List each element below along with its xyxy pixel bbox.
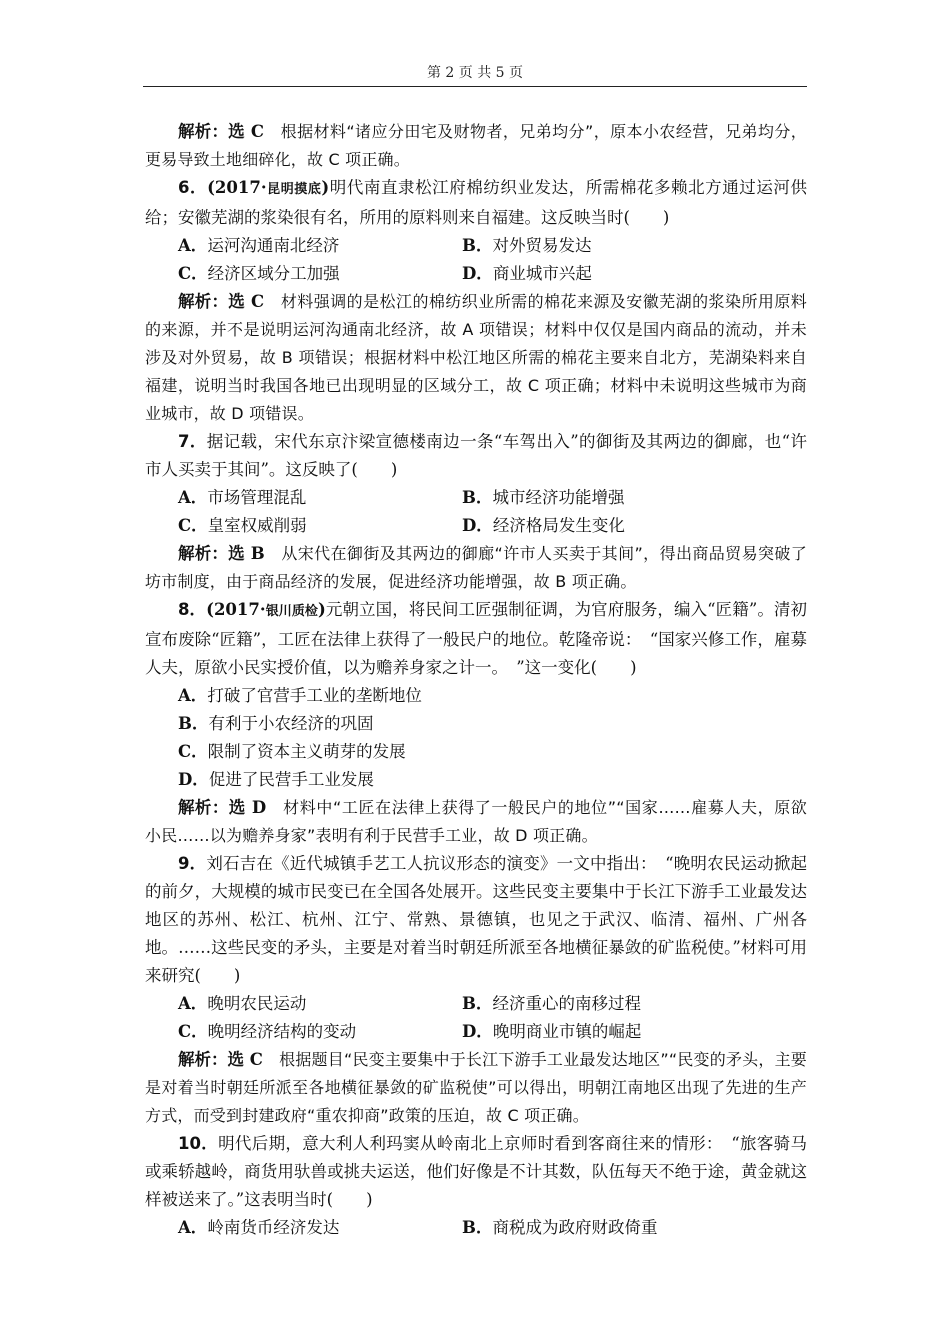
option-letter: A． <box>178 686 208 705</box>
question-stem: 元朝立国，将民间工匠强制征调，为官府服务，编入“匠籍”。清初宣布废除“匠籍”，工匠在法律上获得了一般民户的地位。乾隆帝说： “国家兴修工作，雇募人夫，原欲小民实授价值，以为赡养身家之计一。 ”这一变化( ) <box>145 600 807 677</box>
option-letter: C． <box>178 1022 208 1041</box>
q6-options-row-2 <box>145 260 807 288</box>
option-d[interactable] <box>462 260 746 288</box>
option-letter: C． <box>178 742 208 761</box>
option-c[interactable] <box>178 1018 462 1046</box>
question-number: 8． <box>178 600 207 619</box>
option-letter: A． <box>178 994 208 1013</box>
option-letter: D． <box>178 770 209 789</box>
q7-options-row-1 <box>145 484 807 512</box>
option-text: 打破了官营手工业的垄断地位 <box>207 686 422 705</box>
option-letter: D． <box>462 516 493 535</box>
option-text: 有利于小农经济的巩固 <box>208 714 374 733</box>
option-letter: D． <box>462 264 493 283</box>
q6-explanation <box>145 288 807 428</box>
explanation-choice: 选 C <box>228 122 264 141</box>
option-text: 晚明商业市镇的崛起 <box>492 1022 642 1041</box>
source-tag: 银川质检 <box>265 604 319 619</box>
option-letter: B． <box>462 994 493 1013</box>
option-text: 岭南货币经济发达 <box>207 1218 340 1237</box>
question-stem: 刘石吉在《近代城镇手艺工人抗议形态的演变》一文中指出： “晚明农民运动掀起的前夕，大规模的城市民变已在全国各处展开。这些民变主要集中于长江下游手工业最发达地区的苏州、松江、杭州、江宁、常熟、景德镇，也见之于武汉、临清、福州、广州各地。……这些民变的矛头，主要是对着当时朝廷所派至各地横征暴敛的矿监税使。”材料可用来研究( ) <box>145 854 807 985</box>
option-c[interactable] <box>145 738 807 766</box>
option-letter: B． <box>178 714 209 733</box>
source-tag: 昆明摸底 <box>266 182 322 197</box>
option-b[interactable] <box>462 232 746 260</box>
source-open: (2017· <box>207 178 267 197</box>
question-stem: 明代后期，意大利人利玛窦从岭南北上京师时看到客商往来的情形： “旅客骑马或乘轿越岭，商货用驮兽或挑夫运送，他们好像是不计其数，队伍每天不绝于途，黄金就这样被送来了。”这表明当时( ) <box>145 1134 807 1209</box>
option-a[interactable] <box>178 484 462 512</box>
option-text: 晚明农民运动 <box>207 994 307 1013</box>
q7-stem <box>145 428 807 484</box>
option-letter: C． <box>178 516 208 535</box>
q9-options-row-2 <box>145 1018 807 1046</box>
option-a[interactable] <box>178 1214 462 1242</box>
q6-stem <box>145 174 807 232</box>
option-c[interactable] <box>178 260 462 288</box>
option-text: 城市经济功能增强 <box>492 488 625 507</box>
q7-options-row-2 <box>145 512 807 540</box>
header-rule <box>143 86 807 87</box>
q5-explanation <box>145 118 807 174</box>
option-letter: B． <box>462 488 493 507</box>
q9-explanation <box>145 1046 807 1130</box>
option-text: 限制了资本主义萌芽的发展 <box>207 742 406 761</box>
page-header: 第 2 页 共 5 页 <box>426 65 524 81</box>
source-close: ) <box>318 600 326 619</box>
option-text: 经济区域分工加强 <box>207 264 340 283</box>
option-letter: C． <box>178 264 208 283</box>
option-text: 市场管理混乱 <box>207 488 307 507</box>
option-text: 经济格局发生变化 <box>492 516 625 535</box>
source-close: ) <box>321 178 330 197</box>
option-letter: A． <box>178 488 208 507</box>
q8-explanation <box>145 794 807 850</box>
q10-stem <box>145 1130 807 1214</box>
question-number: 9． <box>178 854 207 873</box>
explanation-choice: 选 B <box>228 544 265 563</box>
option-text: 晚明经济结构的变动 <box>207 1022 357 1041</box>
q7-explanation <box>145 540 807 596</box>
option-letter: B． <box>462 1218 493 1237</box>
source-open: (2017· <box>206 600 266 619</box>
explanation-choice: 选 C <box>228 292 265 311</box>
option-text: 促进了民营手工业发展 <box>208 770 374 789</box>
q6-options-row-1 <box>145 232 807 260</box>
explanation-label: 解析： <box>178 122 229 141</box>
explanation-label: 解析： <box>178 292 229 311</box>
option-letter: A． <box>178 1218 208 1237</box>
q9-stem <box>145 850 807 990</box>
q8-stem <box>145 596 807 682</box>
explanation-text: 根据题目“民变主要集中于长江下游手工业最发达地区”“民变的矛头，主要是对着当时朝廷所派至各地横征暴敛的矿监税使”可以得出，明朝江南地区出现了先进的生产方式，而受到封建政府“重农抑商”政策的压迫，故 C 项正确。 <box>145 1050 807 1125</box>
option-letter: B． <box>462 236 493 255</box>
option-c[interactable] <box>178 512 462 540</box>
question-number: 6． <box>178 178 208 197</box>
explanation-choice: 选 D <box>228 798 267 817</box>
explanation-label: 解析： <box>178 1050 228 1069</box>
explanation-text: 材料中“工匠在法律上获得了一般民户的地位”“国家……雇募人夫，原欲小民……以为赡养身家”表明有利于民营手工业，故 D 项正确。 <box>145 798 808 845</box>
q9-options-row-1 <box>145 990 807 1018</box>
explanation-text: 从宋代在御街及其两边的御廊“许市人买卖于其间”，得出商品贸易突破了坊市制度，由于商品经济的发展，促进经济功能增强，故 B 项正确。 <box>145 544 807 591</box>
option-text: 对外贸易发达 <box>492 236 592 255</box>
option-b[interactable] <box>462 484 746 512</box>
option-a[interactable] <box>145 682 807 710</box>
option-d[interactable] <box>462 512 746 540</box>
option-a[interactable] <box>178 990 462 1018</box>
option-text: 商业城市兴起 <box>492 264 592 283</box>
q10-options-row-1 <box>145 1214 807 1242</box>
option-text: 皇室权威削弱 <box>207 516 307 535</box>
option-text: 运河沟通南北经济 <box>207 236 340 255</box>
question-number: 10． <box>178 1134 219 1153</box>
explanation-text: 材料强调的是松江的棉纺织业所需的棉花来源及安徽芜湖的浆染所用原料的来源，并不是说明运河沟通南北经济，故 A 项错误；材料中仅仅是国内商品的流动，并未涉及对外贸易，故 B 项错误；根据材料中松江地区所需的棉花主要来自北方，芜湖染料来自福建，说明当时我国各地已出现明显的区域分工，故 C 项正确；材料中未说明这些城市为商业城市，故 D 项错误。 <box>145 292 807 423</box>
question-number: 7． <box>178 432 207 451</box>
option-d[interactable] <box>145 766 807 794</box>
option-letter: D． <box>462 1022 493 1041</box>
option-d[interactable] <box>462 1018 746 1046</box>
option-b[interactable] <box>462 990 746 1018</box>
question-stem: 据记载，宋代东京汴梁宣德楼南边一条“车驾出入”的御街及其两边的御廊，也“许市人买卖于其间”。这反映了( ) <box>145 432 808 479</box>
option-a[interactable] <box>178 232 462 260</box>
option-b[interactable] <box>462 1214 746 1242</box>
option-b[interactable] <box>145 710 807 738</box>
explanation-choice: 选 C <box>227 1050 263 1069</box>
document-body <box>145 118 807 1242</box>
option-letter: A． <box>178 236 208 255</box>
explanation-label: 解析： <box>178 798 229 817</box>
question-stem: 明代南直隶松江府棉纺织业发达，所需棉花多赖北方通过运河供给；安徽芜湖的浆染很有名，所用的原料则来自福建。这反映当时( ) <box>145 178 807 227</box>
option-text: 商税成为政府财政倚重 <box>492 1218 658 1237</box>
option-text: 经济重心的南移过程 <box>492 994 641 1013</box>
explanation-text: 根据材料“诸应分田宅及财物者，兄弟均分”，原本小农经营，兄弟均分，更易导致土地细碎化，故 C 项正确。 <box>145 122 807 169</box>
explanation-label: 解析： <box>178 544 229 563</box>
